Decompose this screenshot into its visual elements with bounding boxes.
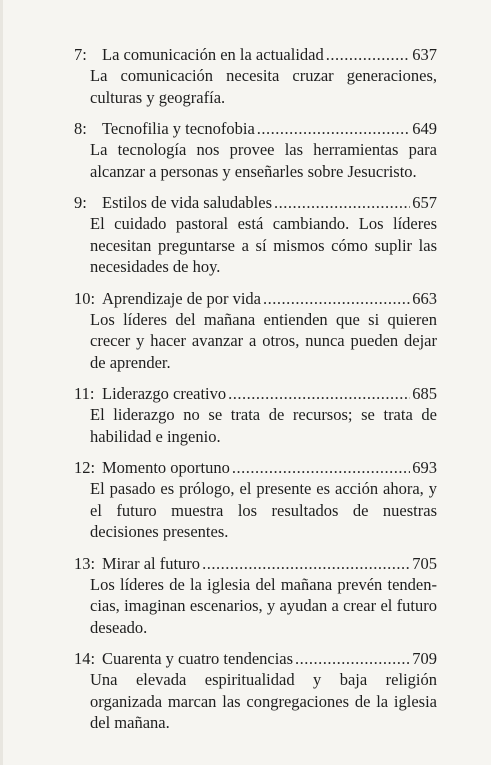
toc-entry [74, 118, 437, 182]
chapter-title: Cuarenta y cuatro tendencias [102, 649, 294, 668]
chapter-number: 9: [74, 193, 87, 212]
chapter-number: 7: [74, 45, 87, 64]
chapter-description: Los líderes de la iglesia del mañana prevén tendencias, imaginan escenarios, y ayudan a crear el futuro deseado. [90, 574, 437, 637]
entry-heading [74, 648, 437, 669]
dot-leader [202, 553, 410, 574]
page-number: 637 [412, 45, 437, 64]
chapter-number: 10: [74, 288, 96, 308]
chapter-number: 13: [74, 553, 96, 573]
toc-entry [74, 44, 437, 108]
chapter-title: Estilos de vida saludables [102, 193, 273, 212]
dot-leader [232, 457, 410, 478]
toc-entry [74, 383, 437, 447]
dot-leader [257, 118, 410, 139]
entry-heading [74, 192, 437, 213]
page-number: 693 [412, 458, 437, 477]
chapter-title: Tecnofilia y tecnofobia [102, 119, 255, 138]
chapter-number: 12: [74, 458, 96, 477]
page-number: 663 [412, 288, 437, 308]
chapter-description: El pasado es prólogo, el presente es acción ahora, y el futuro muestra los resultados de nuestras decisiones presentes. [90, 479, 437, 541]
entry-heading [74, 118, 437, 139]
toc-entry [74, 553, 437, 639]
chapter-number: 14: [74, 649, 96, 668]
dot-leader [228, 383, 410, 404]
chapter-title: La comunicación en la actualidad [102, 45, 324, 64]
dot-leader [274, 192, 410, 213]
chapter-title: Momento oportuno [102, 458, 230, 477]
dot-leader [263, 288, 410, 309]
chapter-description: La tecnología nos provee las herramientas para alcanzar a personas y enseñarles sobre Jesucristo. [90, 140, 437, 181]
chapter-number: 11: [74, 384, 95, 403]
entry-heading [74, 383, 437, 404]
toc-entry [74, 457, 437, 543]
chapter-description: El cuidado pastoral está cambiando. Los líderes necesitan preguntarse a sí mismos cómo suplir las necesidades de hoy. [90, 214, 437, 276]
chapter-description: La comunicación necesita cruzar generaciones, culturas y geografía. [90, 66, 437, 107]
page-number: 709 [412, 649, 437, 668]
entry-heading [74, 553, 437, 574]
page-edge [0, 0, 3, 765]
chapter-description: Los líderes del mañana entienden que si quieren crecer y hacer avanzar a otros, nunca pueden dejar de aprender. [90, 309, 437, 372]
toc-entry [74, 288, 437, 374]
page-number: 705 [412, 553, 437, 573]
page-number: 657 [412, 193, 437, 212]
chapter-title: Aprendizaje de por vida [102, 288, 261, 308]
toc-entry [74, 192, 437, 278]
entry-heading [74, 44, 437, 65]
chapter-description: El liderazgo no se trata de recursos; se trata de habilidad e ingenio. [90, 405, 437, 446]
entry-heading [74, 288, 437, 309]
chapter-title: Mirar al futuro [102, 553, 201, 573]
chapter-description: Una elevada espiritualidad y baja religión organizada marcan las congregaciones de la iglesia del mañana. [90, 670, 437, 732]
toc-entry [74, 648, 437, 734]
page-number: 649 [412, 119, 437, 138]
chapter-title: Liderazgo creativo [102, 384, 227, 403]
chapter-number: 8: [74, 119, 87, 138]
entry-heading [74, 457, 437, 478]
dot-leader [326, 44, 411, 65]
page-number: 685 [412, 384, 437, 403]
dot-leader [295, 648, 410, 669]
